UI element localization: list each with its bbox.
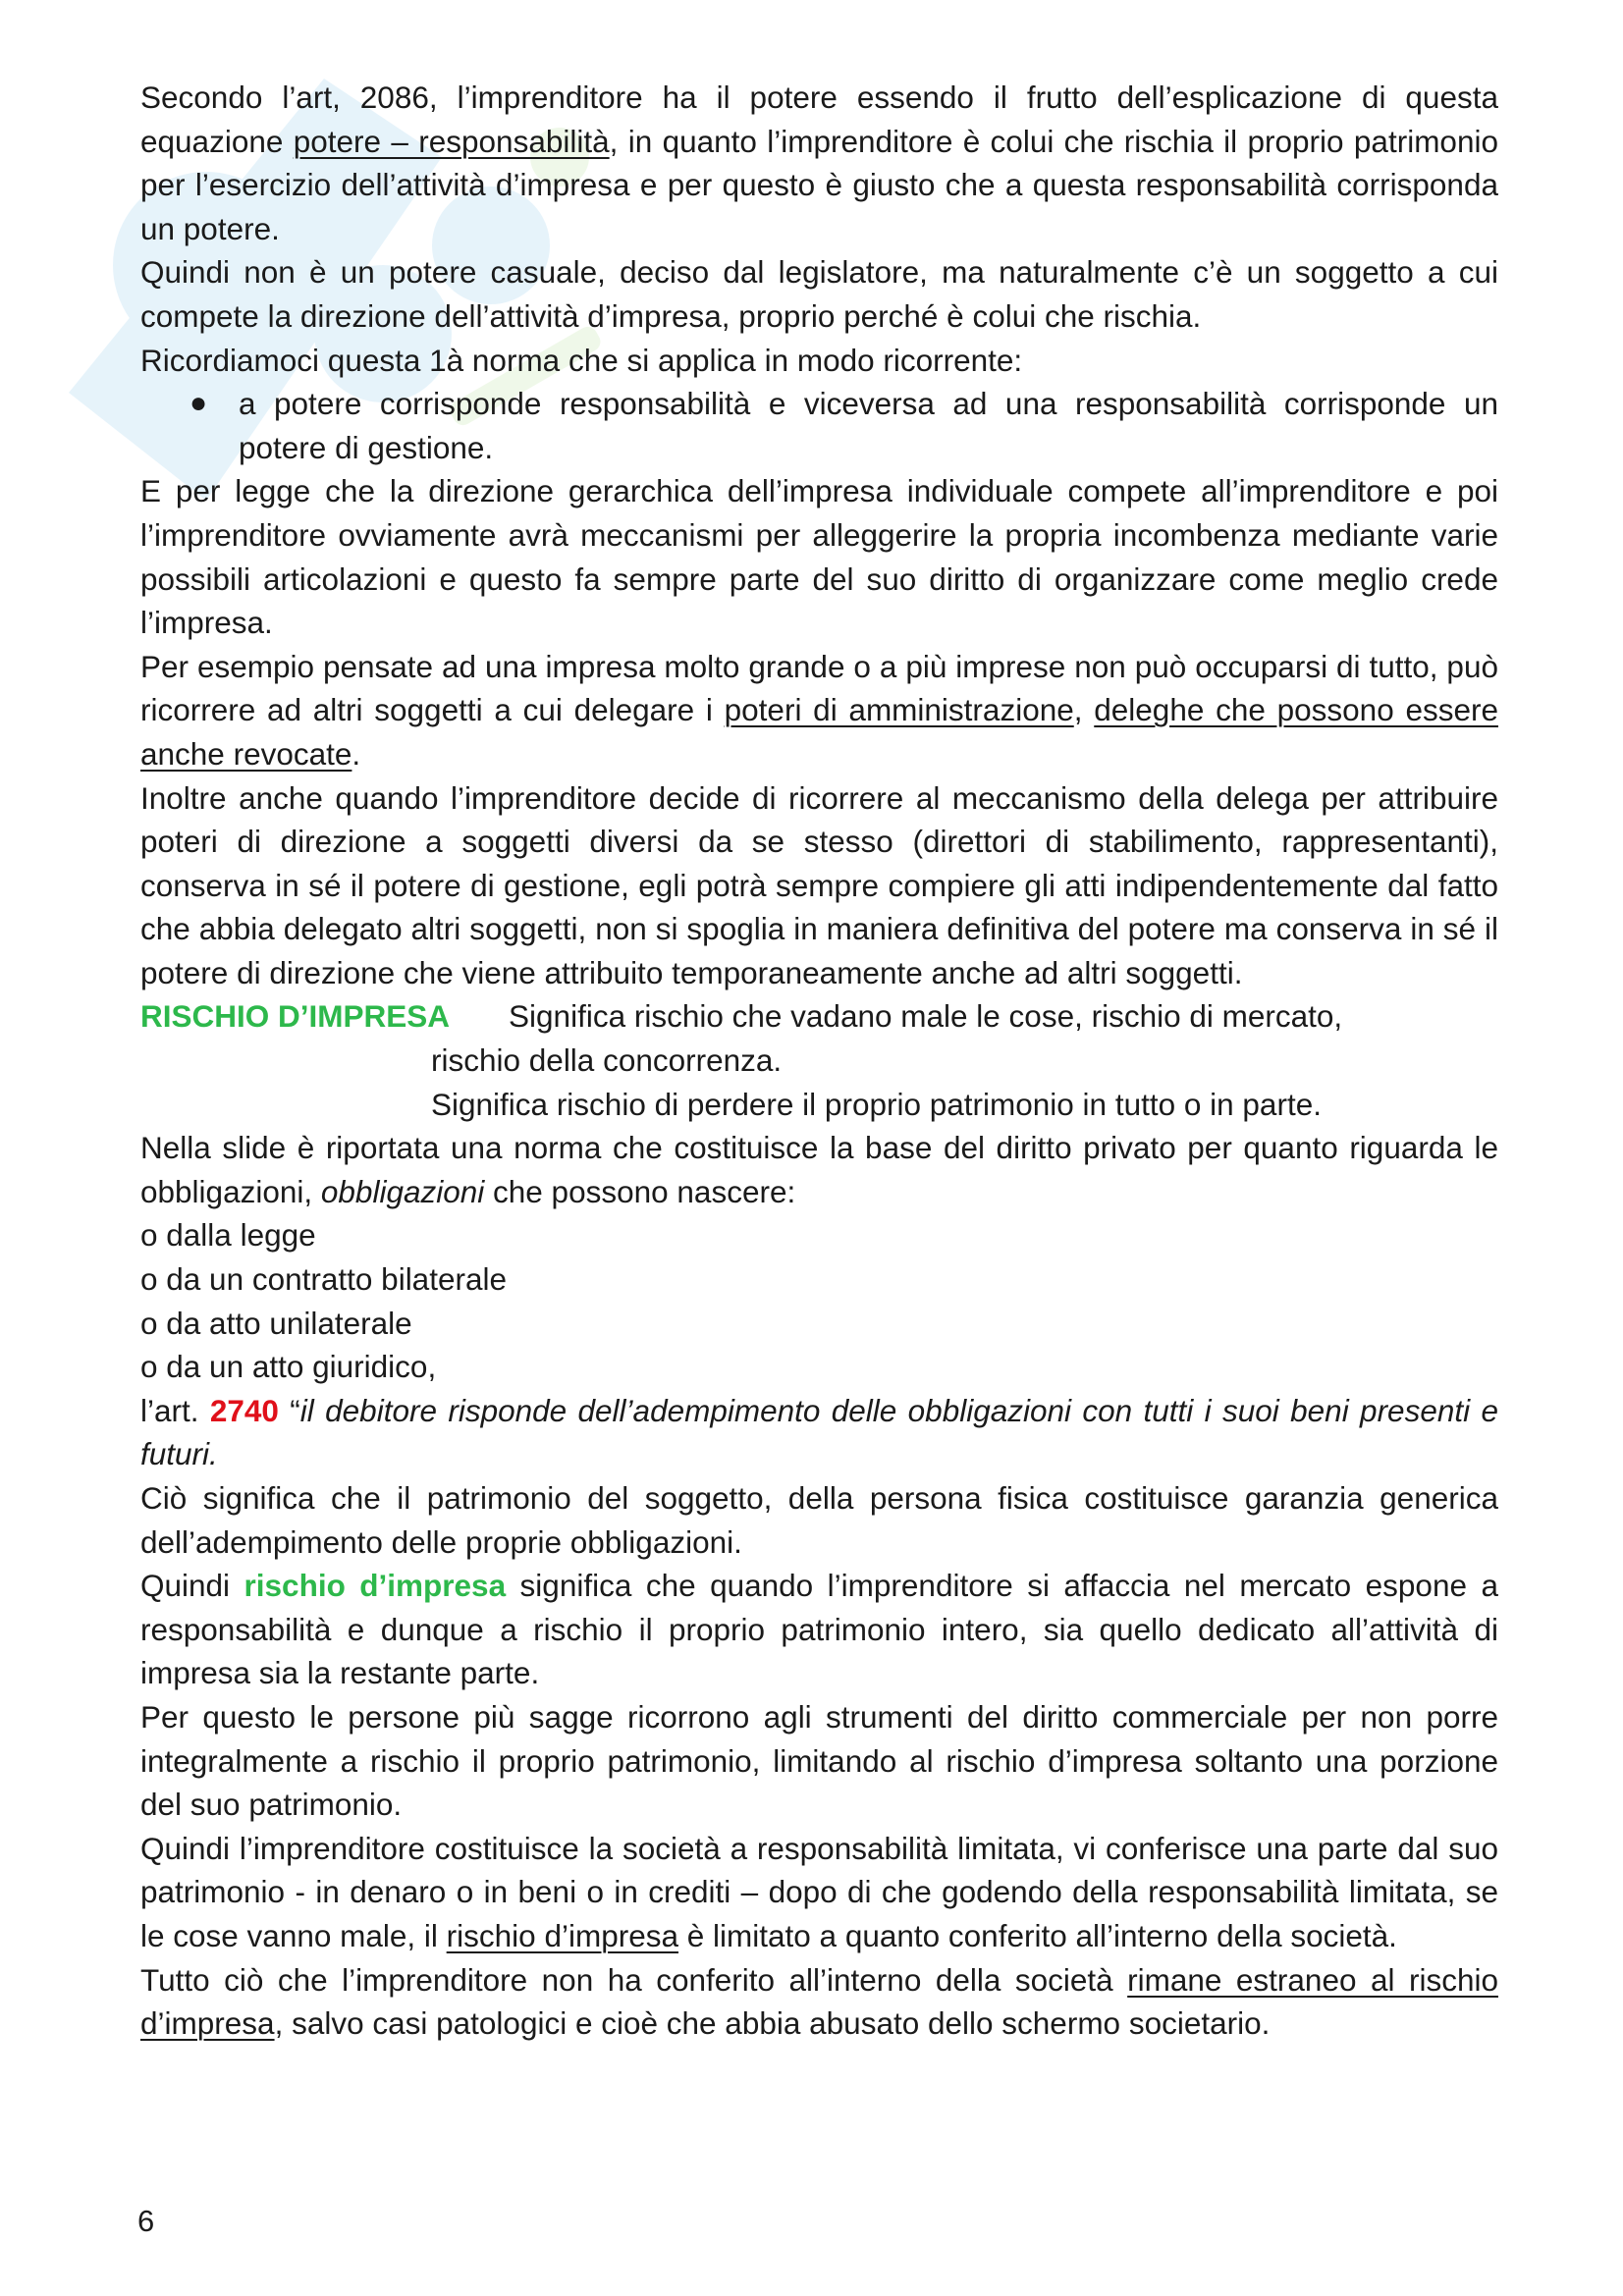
risk-heading: RISCHIO D’IMPRESA <box>140 998 451 1035</box>
source-item: o da un atto giuridico, <box>140 1349 437 1385</box>
bullet-text: a potere corrisponde responsabilità e viceversa ad una responsabilità corrisponde un potere di gestione. <box>239 386 1498 465</box>
highlight-rischio-impresa: rischio d’impresa <box>243 1568 507 1604</box>
article-quote: il debitore risponde dell’adempimento delle obbligazioni con tutti i suoi beni presenti e futuri. <box>140 1392 1498 1472</box>
risk-line-2: Significa rischio di perdere il proprio patrimonio in tutto o in parte. <box>431 1086 1322 1122</box>
risk-line-1b: rischio della concorrenza. <box>431 1042 783 1079</box>
source-item: o dalla legge <box>140 1217 316 1254</box>
source-item: o da un contratto bilaterale <box>140 1261 508 1298</box>
paragraph-8: l’art. 2740 “il debitore risponde dell’adempimento delle obbligazioni con tutti i suoi beni presenti e futuri. <box>140 1392 1498 1472</box>
paragraph-12: Quindi l’imprenditore costituisce la società a responsabilità limitata, vi conferisce una parte dal suo patrimonio - in denaro o in beni o in crediti – dopo di che godendo della responsabilità limitata, se le cose vanno male, il rischio d’impresa è limitato a quanto conferito all’interno della società. <box>140 1830 1498 1953</box>
underline-rimane-estraneo: rimane estraneo al rischio d’impresa <box>140 1961 1498 2042</box>
paragraph-1: Secondo l’art, 2086, l’imprenditore ha il potere essendo il frutto dell’esplicazione di questa equazione potere – responsabilità, in quanto l’imprenditore è colui che rischia il proprio patrimonio per l’esercizio dell’attività d’impresa e per questo è giusto che a questa responsabilità corrisponda un potere. <box>140 80 1498 246</box>
underline-poteri-amministrazione: poteri di amministrazione <box>724 692 1074 728</box>
bullet-icon: ● <box>189 387 208 420</box>
paragraph-6: Inoltre anche quando l’imprenditore decide di ricorrere al meccanismo della delega per attribuire poteri di direzione a soggetti diversi da se stesso (direttori di stabilimento, rappresentanti), conserva in sé il potere di gestione, egli potrà sempre compiere gli atti indipendentemente dal fatto che abbia delegato altri soggetti, non si spoglia in maniera definitiva del potere ma conserva in sé il potere di direzione che viene attribuito temporaneamente anche ad altri soggetti. <box>140 779 1498 990</box>
bullet-item <box>140 382 1498 469</box>
paragraph-7: Nella slide è riportata una norma che costituisce la base del diritto privato per quanto riguarda le obbligazioni, obbligazioni che possono nascere: <box>140 1130 1498 1209</box>
paragraph-9: Ciò significa che il patrimonio del soggetto, della persona fisica costituisce garanzia generica dell’adempimento delle proprie obbligazioni. <box>140 1480 1498 1560</box>
paragraph-4: E per legge che la direzione gerarchica dell’impresa individuale compete all’imprenditore e poi l’imprenditore ovviamente avrà meccanismi per alleggerire la propria incombenza mediante varie possibili articolazioni e questo fa sempre parte del suo diritto di organizzare come meglio crede l’impresa. <box>140 473 1498 641</box>
paragraph-5: Per esempio pensate ad una impresa molto grande o a più imprese non può occuparsi di tutto, può ricorrere ad altri soggetti a cui delegare i poteri di amministrazione, deleghe che possono essere anche revocate. <box>140 648 1498 772</box>
page-number: 6 <box>137 2204 155 2238</box>
risk-line-1: Significa rischio che vadano male le cose, rischio di mercato, <box>509 998 1343 1035</box>
source-item: o da atto unilaterale <box>140 1305 412 1341</box>
risk-definition <box>140 994 1498 1039</box>
paragraph-2: Quindi non è un potere casuale, deciso dal legislatore, ma naturalmente c’è un soggetto a cui compete la direzione dell’attività d’impresa, proprio perché è colui che rischia. <box>140 254 1498 334</box>
article-number: 2740 <box>209 1392 279 1428</box>
paragraph-13: Tutto ciò che l’imprenditore non ha conferito all’interno della società rimane estraneo al rischio d’impresa, salvo casi patologici e cioè che abbia abusato dello schermo societario. <box>140 1961 1498 2042</box>
document-body <box>140 76 1498 2046</box>
paragraph-11: Per questo le persone più sagge ricorrono agli strumenti del diritto commerciale per non porre integralmente a rischio il proprio patrimonio, limitando al rischio d’impresa soltanto una porzione del suo patrimonio. <box>140 1698 1498 1823</box>
underline-deleghe: deleghe che possono essere anche revocate <box>140 692 1498 772</box>
paragraph-3: Ricordiamoci questa 1à norma che si applica in modo ricorrente: <box>140 342 1023 378</box>
paragraph-10: Quindi rischio d’impresa significa che quando l’imprenditore si affaccia nel mercato espone a responsabilità e dunque a rischio il proprio patrimonio intero, sia quello dedicato all’attività di impresa sia la restante parte. <box>140 1568 1498 1691</box>
underline-potere-responsabilita: potere – responsabilità <box>293 123 610 159</box>
underline-rischio-impresa: rischio d’impresa <box>446 1917 678 1953</box>
